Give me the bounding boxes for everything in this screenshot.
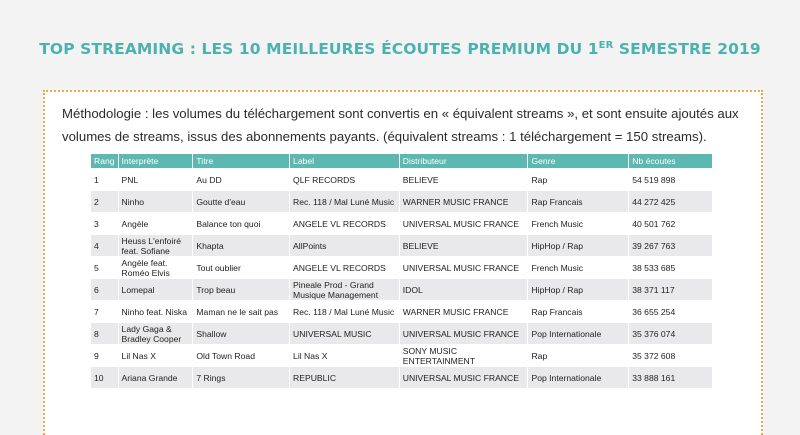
cell-genre: HipHop / Rap	[527, 234, 628, 256]
cell-label: Pineale Prod - Grand Musique Management	[289, 278, 399, 300]
cell-rank: 9	[91, 344, 118, 366]
cell-rank: 8	[91, 322, 118, 344]
cell-genre: HipHop / Rap	[527, 278, 628, 300]
cell-artist: Heuss L'enfoiré feat. Sofiane	[118, 234, 193, 256]
cell-label: UNIVERSAL MUSIC	[289, 322, 399, 344]
cell-artist: Angèle	[118, 212, 193, 234]
column-header-artist: Interprète	[118, 154, 193, 168]
table-row	[91, 300, 712, 322]
cell-artist: Ariana Grande	[118, 366, 193, 388]
cell-artist: Lady Gaga & Bradley Cooper	[118, 322, 193, 344]
cell-distributor: BELIEVE	[399, 168, 528, 190]
content-box	[43, 90, 763, 435]
cell-plays: 40 501 762	[628, 212, 712, 234]
cell-title: Maman ne le sait pas	[192, 300, 289, 322]
cell-rank: 1	[91, 168, 118, 190]
cell-label: Rec. 118 / Mal Luné Music	[289, 300, 399, 322]
cell-genre: Rap	[527, 344, 628, 366]
cell-label: AllPoints	[289, 234, 399, 256]
cell-rank: 6	[91, 278, 118, 300]
table-row	[91, 168, 712, 190]
cell-rank: 7	[91, 300, 118, 322]
table-row	[91, 212, 712, 234]
column-header-plays: Nb écoutes	[628, 154, 712, 168]
column-header-title: Titre	[192, 154, 289, 168]
cell-rank: 2	[91, 190, 118, 212]
cell-plays: 38 371 117	[628, 278, 712, 300]
cell-genre: French Music	[527, 212, 628, 234]
cell-title: 7 Rings	[192, 366, 289, 388]
cell-plays: 44 272 425	[628, 190, 712, 212]
cell-distributor: UNIVERSAL MUSIC FRANCE	[399, 256, 528, 278]
cell-plays: 54 519 898	[628, 168, 712, 190]
cell-label: Lil Nas X	[289, 344, 399, 366]
column-header-label: Label	[289, 154, 399, 168]
cell-distributor: SONY MUSIC ENTERTAINMENT	[399, 344, 528, 366]
page-title	[0, 40, 800, 58]
cell-rank: 3	[91, 212, 118, 234]
title-main: TOP STREAMING : LES 10 MEILLEURES ÉCOUTES PREMIUM DU 1	[39, 40, 599, 58]
cell-distributor: WARNER MUSIC FRANCE	[399, 190, 528, 212]
cell-title: Tout oublier	[192, 256, 289, 278]
cell-genre: Rap Francais	[527, 300, 628, 322]
table-row	[91, 278, 712, 300]
cell-plays: 36 655 254	[628, 300, 712, 322]
cell-artist: Lil Nas X	[118, 344, 193, 366]
cell-artist: Ninho feat. Niska	[118, 300, 193, 322]
cell-label: ANGELE VL RECORDS	[289, 212, 399, 234]
cell-plays: 38 533 685	[628, 256, 712, 278]
cell-distributor: UNIVERSAL MUSIC FRANCE	[399, 366, 528, 388]
cell-label: QLF RECORDS	[289, 168, 399, 190]
cell-label: REPUBLIC	[289, 366, 399, 388]
cell-label: ANGELE VL RECORDS	[289, 256, 399, 278]
cell-distributor: IDOL	[399, 278, 528, 300]
cell-artist: Ninho	[118, 190, 193, 212]
title-rest: SEMESTRE 2019	[613, 40, 761, 58]
cell-title: Shallow	[192, 322, 289, 344]
cell-artist: PNL	[118, 168, 193, 190]
ranking-table	[91, 154, 712, 388]
cell-rank: 4	[91, 234, 118, 256]
column-header-rank: Rang	[91, 154, 118, 168]
cell-plays: 39 267 763	[628, 234, 712, 256]
table-row	[91, 322, 712, 344]
table-header-row	[91, 154, 712, 168]
table-row	[91, 344, 712, 366]
cell-plays: 33 888 161	[628, 366, 712, 388]
cell-title: Goutte d'eau	[192, 190, 289, 212]
cell-distributor: UNIVERSAL MUSIC FRANCE	[399, 322, 528, 344]
table-row	[91, 190, 712, 212]
cell-genre: Rap Francais	[527, 190, 628, 212]
column-header-genre: Genre	[527, 154, 628, 168]
cell-rank: 10	[91, 366, 118, 388]
cell-distributor: BELIEVE	[399, 234, 528, 256]
cell-genre: Pop Internationale	[527, 322, 628, 344]
table-body	[91, 168, 712, 388]
cell-genre: Rap	[527, 168, 628, 190]
methodology-text: Méthodologie : les volumes du téléchargement sont convertis en « équivalent streams », et sont ensuite ajoutés aux volumes de streams, issus des abonnements payants. (équivalent streams : 1 téléchargement = 150 streams).	[62, 106, 739, 144]
cell-genre: French Music	[527, 256, 628, 278]
cell-genre: Pop Internationale	[527, 366, 628, 388]
cell-label: Rec. 118 / Mal Luné Music	[289, 190, 399, 212]
cell-distributor: UNIVERSAL MUSIC FRANCE	[399, 212, 528, 234]
cell-rank: 5	[91, 256, 118, 278]
column-header-distributor: Distributeur	[399, 154, 528, 168]
cell-title: Khapta	[192, 234, 289, 256]
title-superscript: ER	[598, 40, 614, 51]
table-row	[91, 256, 712, 278]
cell-title: Old Town Road	[192, 344, 289, 366]
cell-title: Balance ton quoi	[192, 212, 289, 234]
cell-artist: Lomepal	[118, 278, 193, 300]
cell-title: Trop beau	[192, 278, 289, 300]
cell-distributor: WARNER MUSIC FRANCE	[399, 300, 528, 322]
table-row	[91, 234, 712, 256]
cell-plays: 35 372 608	[628, 344, 712, 366]
cell-plays: 35 376 074	[628, 322, 712, 344]
cell-artist: Angèle feat. Roméo Elvis	[118, 256, 193, 278]
table-row	[91, 366, 712, 388]
cell-title: Au DD	[192, 168, 289, 190]
